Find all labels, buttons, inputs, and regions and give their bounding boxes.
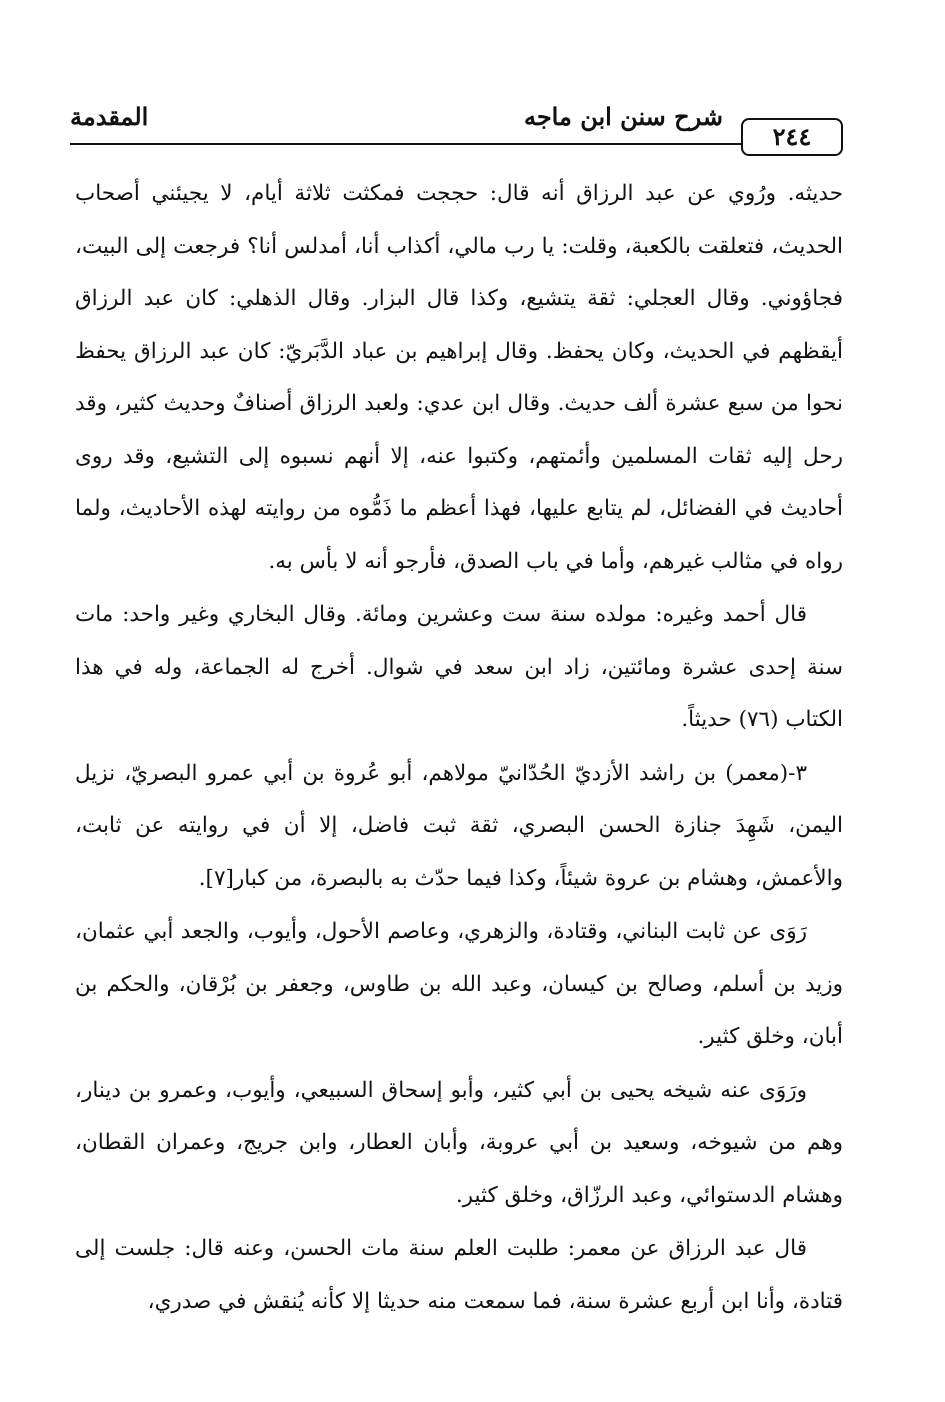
paragraph: قال عبد الرزاق عن معمر: طلبت العلم سنة مات الحسن، وعنه قال: جلست إلى قتادة، وأنا ابن أربع عشرة سنة، فما سمعت منه حديثا إلا كأنه يُنقش في صدري، [75,1236,843,1314]
header-rule [70,143,747,145]
paragraph: قال أحمد وغيره: مولده سنة ست وعشرين ومائة. وقال البخاري وغير واحد: مات سنة إحدى عشرة ومائتين، زاد ابن سعد في شوال. أخرج له الجماعة، وله في هذا الكتاب (٧٦) حديثاً. [75,602,843,732]
paragraph: ورَوَى عنه شيخه يحيى بن أبي كثير، وأبو إسحاق السبيعي، وأيوب، وعمرو بن دينار، وهم من شيوخه، وسعيد بن أبي عروبة، وأبان العطار، وابن جريج، وعمران القطان، وهشام الدستوائي، وعبد الرزّاق، وخلق كثير. [75,1077,843,1208]
section-title: المقدمة [70,102,149,131]
paragraph: ٣-(معمر) بن راشد الأزديّ الحُدّانيّ مولاهم، أبو عُروة بن أبي عمرو البصريّ، نزيل اليمن، شَهِدَ جنازة الحسن البصري، ثقة ثبت فاضل، إلا أن في روايته عن ثابت، والأعمش، وهشام بن عروة شيئاً، وكذا فيما حدّث به بالبصرة، من كبار[٧]. [75,760,843,891]
page-number: ٢٤٤ [741,118,843,156]
paragraph: حديثه. ورُوي عن عبد الرزاق أنه قال: حججت فمكثت ثلاثة أيام، لا يجيئني أصحاب الحديث، فتعلقت بالكعبة، وقلت: يا رب مالي، أكذاب أنا، أمدلس أنا؟ فرجعت إلى البيت، فجاؤوني. وقال العجلي: ثقة يتشيع، وكذا قال البزار. وقال الذهلي: كان عبد الرزاق أيقظهم في الحديث، وكان يحفظ. وقال إبراهيم بن عباد الدَّبَريّ: كان عبد الرزاق يحفظ نحوا من سبع عشرة ألف حديث. وقال ابن عدي: ولعبد الرزاق أصنافٌ وحديث كثير، وقد رحل إليه ثقات المسلمين وأئمتهم، وكتبوا عنه، إلا أنهم نسبوه إلى التشيع، وقد روى أحاديث في الفضائل، لم يتابع عليها، فهذا أعظم ما ذَمُّوه من روايته لهذه الأحاديث، ولما رواه في مثالب غيرهم، وأما في باب الصدق، فأرجو أنه لا بأس به. [75,181,843,574]
book-title: شرح سنن ابن ماجه [523,102,723,131]
body-text [75,168,843,1329]
paragraph: رَوَى عن ثابت البناني، وقتادة، والزهري، وعاصم الأحول، وأيوب، والجعد أبي عثمان، وزيد بن أسلم، وصالح بن كيسان، وعبد الله بن طاوس، وجعفر بن بُرْقان، والحكم بن أبان، وخلق كثير. [75,919,843,1049]
page-header [70,98,843,150]
